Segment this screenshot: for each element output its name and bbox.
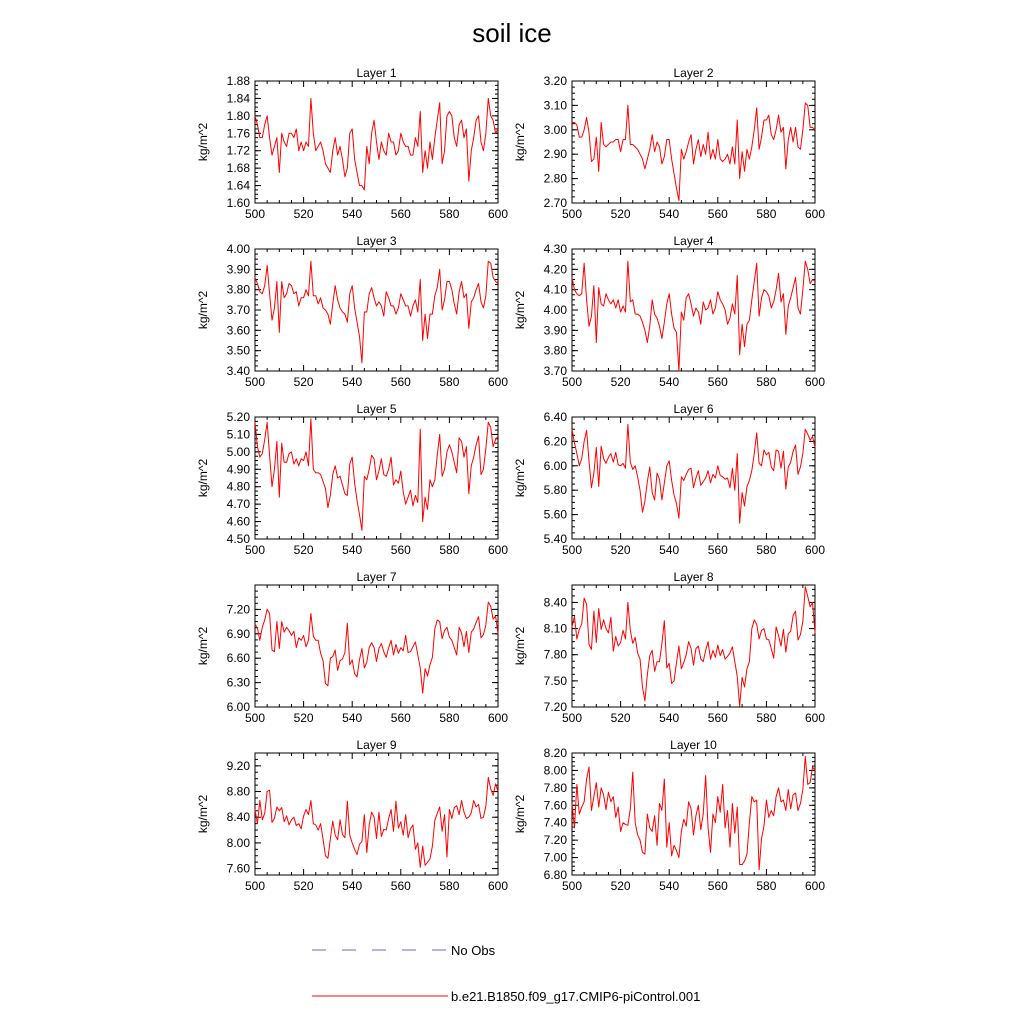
layer-8-x-tick-label: 500	[561, 711, 583, 725]
layer-5-y-tick-label: 4.90	[226, 462, 250, 477]
layer-5-title: Layer 5	[356, 402, 397, 416]
layer-10-x-tick-label: 600	[804, 879, 826, 893]
layer-1-x-tick-label: 540	[342, 207, 363, 221]
layer-9-y-tick-label: 8.40	[226, 810, 250, 825]
layer-7-title: Layer 7	[356, 570, 397, 584]
layer-10-x-tick-label: 540	[659, 879, 680, 893]
layer-6-y-tick-label: 5.80	[543, 483, 567, 498]
layer-2-series-line	[572, 103, 815, 201]
layer-9-x-tick-label: 580	[439, 879, 460, 893]
layer-3-y-tick-label: 3.50	[226, 343, 250, 358]
layer-9-x-tick-label: 540	[342, 879, 363, 893]
layer-9-y-axis-label: kg/m^2	[196, 794, 210, 834]
layer-4-x-tick-label: 580	[756, 375, 777, 389]
layer-10-y-axis-label: kg/m^2	[513, 794, 527, 834]
legend-model-label: b.e21.B1850.f09_g17.CMIP6-piControl.001	[451, 989, 701, 1004]
layer-2-x-tick-label: 540	[659, 207, 680, 221]
layer-2-y-tick-label: 3.20	[543, 74, 567, 88]
layer-10-x-tick-label: 500	[561, 879, 583, 893]
layer-10-y-tick-label: 7.00	[543, 850, 567, 865]
layer-5-x-tick-label: 560	[390, 543, 411, 557]
layer-5-x-tick-label: 520	[293, 543, 314, 557]
layer-10-y-tick-label: 7.20	[543, 833, 567, 848]
layer-1-panel	[196, 66, 508, 221]
layer-2-y-tick-label: 2.80	[543, 171, 567, 186]
layer-8-frame	[572, 585, 815, 707]
layer-7-y-axis-label: kg/m^2	[196, 626, 210, 666]
layer-8-x-tick-label: 520	[610, 711, 631, 725]
layer-2-frame	[572, 81, 815, 203]
layer-2-x-tick-label: 600	[804, 207, 826, 221]
layer-3-x-tick-label: 560	[390, 375, 411, 389]
legend	[312, 943, 700, 1004]
layer-4-x-tick-label: 600	[804, 375, 826, 389]
layer-1-y-tick-label: 1.76	[226, 126, 250, 141]
layer-7-x-tick-label: 520	[293, 711, 314, 725]
layer-2-y-axis-label: kg/m^2	[513, 122, 527, 162]
layer-10-y-tick-label: 8.20	[543, 746, 567, 760]
layer-3-x-tick-label: 520	[293, 375, 314, 389]
layer-2-x-tick-label: 500	[561, 207, 583, 221]
layer-7-y-tick-label: 6.90	[226, 626, 250, 641]
layer-10-frame	[572, 753, 815, 875]
layer-1-y-tick-label: 1.84	[226, 91, 250, 106]
layer-5-y-tick-label: 4.80	[226, 479, 250, 494]
layer-8-x-tick-label: 540	[659, 711, 680, 725]
layer-9-series-line	[255, 777, 498, 867]
layer-9-x-tick-label: 560	[390, 879, 411, 893]
layer-10-series-line	[572, 756, 815, 869]
layer-6-x-tick-label: 580	[756, 543, 777, 557]
layer-4-x-tick-label: 560	[707, 375, 728, 389]
layer-6-y-tick-label: 5.60	[543, 507, 567, 522]
layer-1-y-tick-label: 1.68	[226, 161, 250, 176]
layer-7-y-tick-label: 7.20	[226, 602, 250, 617]
layer-6-x-tick-label: 600	[804, 543, 826, 557]
layer-4-x-tick-label: 520	[610, 375, 631, 389]
layer-8-panel	[513, 570, 825, 725]
layer-4-panel	[513, 234, 825, 389]
layer-4-y-tick-label: 4.10	[543, 282, 567, 297]
layer-1-series-line	[255, 98, 498, 189]
layer-10-y-tick-label: 7.60	[543, 798, 567, 813]
layer-8-y-tick-label: 7.80	[543, 647, 567, 662]
layer-7-x-tick-label: 540	[342, 711, 363, 725]
layer-8-y-tick-label: 8.40	[543, 595, 567, 610]
layer-2-x-tick-label: 580	[756, 207, 777, 221]
layer-8-y-tick-label: 8.10	[543, 621, 567, 636]
layer-1-y-tick-label: 1.72	[226, 143, 250, 158]
layer-3-y-tick-label: 3.90	[226, 262, 250, 277]
layer-5-y-tick-label: 4.70	[226, 497, 250, 512]
layer-5-y-tick-label: 4.50	[226, 532, 250, 546]
layer-1-x-tick-label: 560	[390, 207, 411, 221]
layer-10-y-tick-label: 6.80	[543, 868, 567, 882]
layer-3-y-tick-label: 3.40	[226, 364, 250, 378]
layer-3-y-tick-label: 4.00	[226, 242, 250, 256]
layer-1-y-tick-label: 1.88	[226, 74, 250, 88]
layer-9-x-tick-label: 600	[487, 879, 509, 893]
layer-1-x-tick-label: 500	[244, 207, 266, 221]
layer-7-x-tick-label: 500	[244, 711, 266, 725]
legend-no-obs-label: No Obs	[451, 943, 496, 958]
layer-1-x-tick-label: 600	[487, 207, 509, 221]
layer-2-y-tick-label: 3.10	[543, 98, 567, 113]
layer-7-y-tick-label: 6.60	[226, 651, 250, 666]
layer-1-y-tick-label: 1.64	[226, 178, 250, 193]
layer-2-x-tick-label: 520	[610, 207, 631, 221]
layer-8-x-tick-label: 580	[756, 711, 777, 725]
layer-7-x-tick-label: 600	[487, 711, 509, 725]
layer-8-y-tick-label: 7.50	[543, 673, 567, 688]
layer-10-title: Layer 10	[670, 738, 717, 752]
layer-1-x-tick-label: 580	[439, 207, 460, 221]
layer-8-x-tick-label: 560	[707, 711, 728, 725]
layer-9-x-tick-label: 500	[244, 879, 266, 893]
layer-5-series-line	[255, 419, 498, 531]
layer-3-y-tick-label: 3.80	[226, 282, 250, 297]
layer-5-y-tick-label: 5.10	[226, 427, 250, 442]
layer-6-frame	[572, 417, 815, 539]
layer-6-x-tick-label: 520	[610, 543, 631, 557]
layer-6-y-axis-label: kg/m^2	[513, 458, 527, 498]
layer-9-y-tick-label: 7.60	[226, 861, 250, 876]
layer-3-title: Layer 3	[356, 234, 397, 248]
layer-5-y-axis-label: kg/m^2	[196, 458, 210, 498]
layer-6-y-tick-label: 6.20	[543, 434, 567, 449]
layer-9-y-tick-label: 8.80	[226, 784, 250, 799]
layer-2-x-tick-label: 560	[707, 207, 728, 221]
layer-3-y-axis-label: kg/m^2	[196, 290, 210, 330]
layer-7-x-tick-label: 580	[439, 711, 460, 725]
layer-9-title: Layer 9	[356, 738, 397, 752]
layer-6-x-tick-label: 500	[561, 543, 583, 557]
layer-5-x-tick-label: 500	[244, 543, 266, 557]
layer-2-y-tick-label: 2.70	[543, 196, 567, 210]
layer-7-frame	[255, 585, 498, 707]
layer-4-y-tick-label: 4.20	[543, 262, 567, 277]
layer-2-title: Layer 2	[673, 66, 714, 80]
layer-7-x-tick-label: 560	[390, 711, 411, 725]
layer-1-title: Layer 1	[356, 66, 397, 80]
layer-7-series-line	[255, 602, 498, 693]
layer-5-y-tick-label: 5.20	[226, 410, 250, 424]
layer-7-panel	[196, 570, 508, 725]
layer-10-x-tick-label: 580	[756, 879, 777, 893]
layer-2-panel	[513, 66, 825, 221]
layer-3-x-tick-label: 600	[487, 375, 509, 389]
layer-8-title: Layer 8	[673, 570, 714, 584]
figure-title: soil ice	[472, 18, 552, 48]
layer-7-y-tick-label: 6.00	[226, 700, 250, 714]
layer-4-y-tick-label: 3.80	[543, 343, 567, 358]
layer-7-y-tick-label: 6.30	[226, 675, 250, 690]
layer-6-y-tick-label: 6.40	[543, 410, 567, 424]
layer-9-x-tick-label: 520	[293, 879, 314, 893]
layer-8-series-line	[572, 587, 815, 706]
layer-4-y-tick-label: 3.90	[543, 323, 567, 338]
layer-4-y-tick-label: 4.30	[543, 242, 567, 256]
layer-5-x-tick-label: 600	[487, 543, 509, 557]
layer-6-x-tick-label: 560	[707, 543, 728, 557]
layer-6-x-tick-label: 540	[659, 543, 680, 557]
layer-3-x-tick-label: 580	[439, 375, 460, 389]
layer-2-y-tick-label: 3.00	[543, 122, 567, 137]
layer-1-y-tick-label: 1.80	[226, 108, 250, 123]
layer-1-y-tick-label: 1.60	[226, 196, 250, 210]
layer-10-panel	[513, 738, 825, 893]
layer-10-y-tick-label: 8.00	[543, 763, 567, 778]
layer-4-y-tick-label: 3.70	[543, 364, 567, 378]
layer-3-y-tick-label: 3.70	[226, 303, 250, 317]
layer-1-x-tick-label: 520	[293, 207, 314, 221]
layer-4-x-tick-label: 540	[659, 375, 680, 389]
layer-5-y-tick-label: 4.60	[226, 514, 250, 529]
layer-9-y-tick-label: 8.00	[226, 835, 250, 850]
layer-4-frame	[572, 249, 815, 371]
layer-4-y-axis-label: kg/m^2	[513, 290, 527, 330]
layer-3-y-tick-label: 3.60	[226, 323, 250, 338]
layer-4-y-tick-label: 4.00	[543, 303, 567, 317]
layer-3-x-tick-label: 540	[342, 375, 363, 389]
layer-3-series-line	[255, 261, 498, 363]
layer-3-x-tick-label: 500	[244, 375, 266, 389]
layer-10-x-tick-label: 520	[610, 879, 631, 893]
layer-9-frame	[255, 753, 498, 875]
layer-8-y-tick-label: 7.20	[543, 700, 567, 714]
layer-10-y-tick-label: 7.80	[543, 780, 567, 795]
layer-1-y-axis-label: kg/m^2	[196, 122, 210, 162]
layer-6-panel	[513, 402, 825, 557]
layer-4-x-tick-label: 500	[561, 375, 583, 389]
layer-9-panel	[196, 738, 508, 893]
layer-5-panel	[196, 402, 508, 557]
layer-9-y-tick-label: 9.20	[226, 758, 250, 773]
layer-10-x-tick-label: 560	[707, 879, 728, 893]
layer-6-y-tick-label: 6.00	[543, 458, 567, 473]
layer-10-y-tick-label: 7.40	[543, 815, 567, 830]
layer-6-series-line	[572, 424, 815, 523]
panels	[196, 66, 825, 893]
layer-3-frame	[255, 249, 498, 371]
layer-3-panel	[196, 234, 508, 389]
layer-4-title: Layer 4	[673, 234, 714, 248]
layer-6-title: Layer 6	[673, 402, 714, 416]
layer-6-y-tick-label: 5.40	[543, 532, 567, 546]
layer-5-y-tick-label: 5.00	[226, 444, 250, 459]
layer-5-x-tick-label: 580	[439, 543, 460, 557]
layer-4-series-line	[572, 261, 815, 371]
layer-8-x-tick-label: 600	[804, 711, 826, 725]
layer-5-x-tick-label: 540	[342, 543, 363, 557]
layer-8-y-axis-label: kg/m^2	[513, 626, 527, 666]
layer-2-y-tick-label: 2.90	[543, 147, 567, 162]
